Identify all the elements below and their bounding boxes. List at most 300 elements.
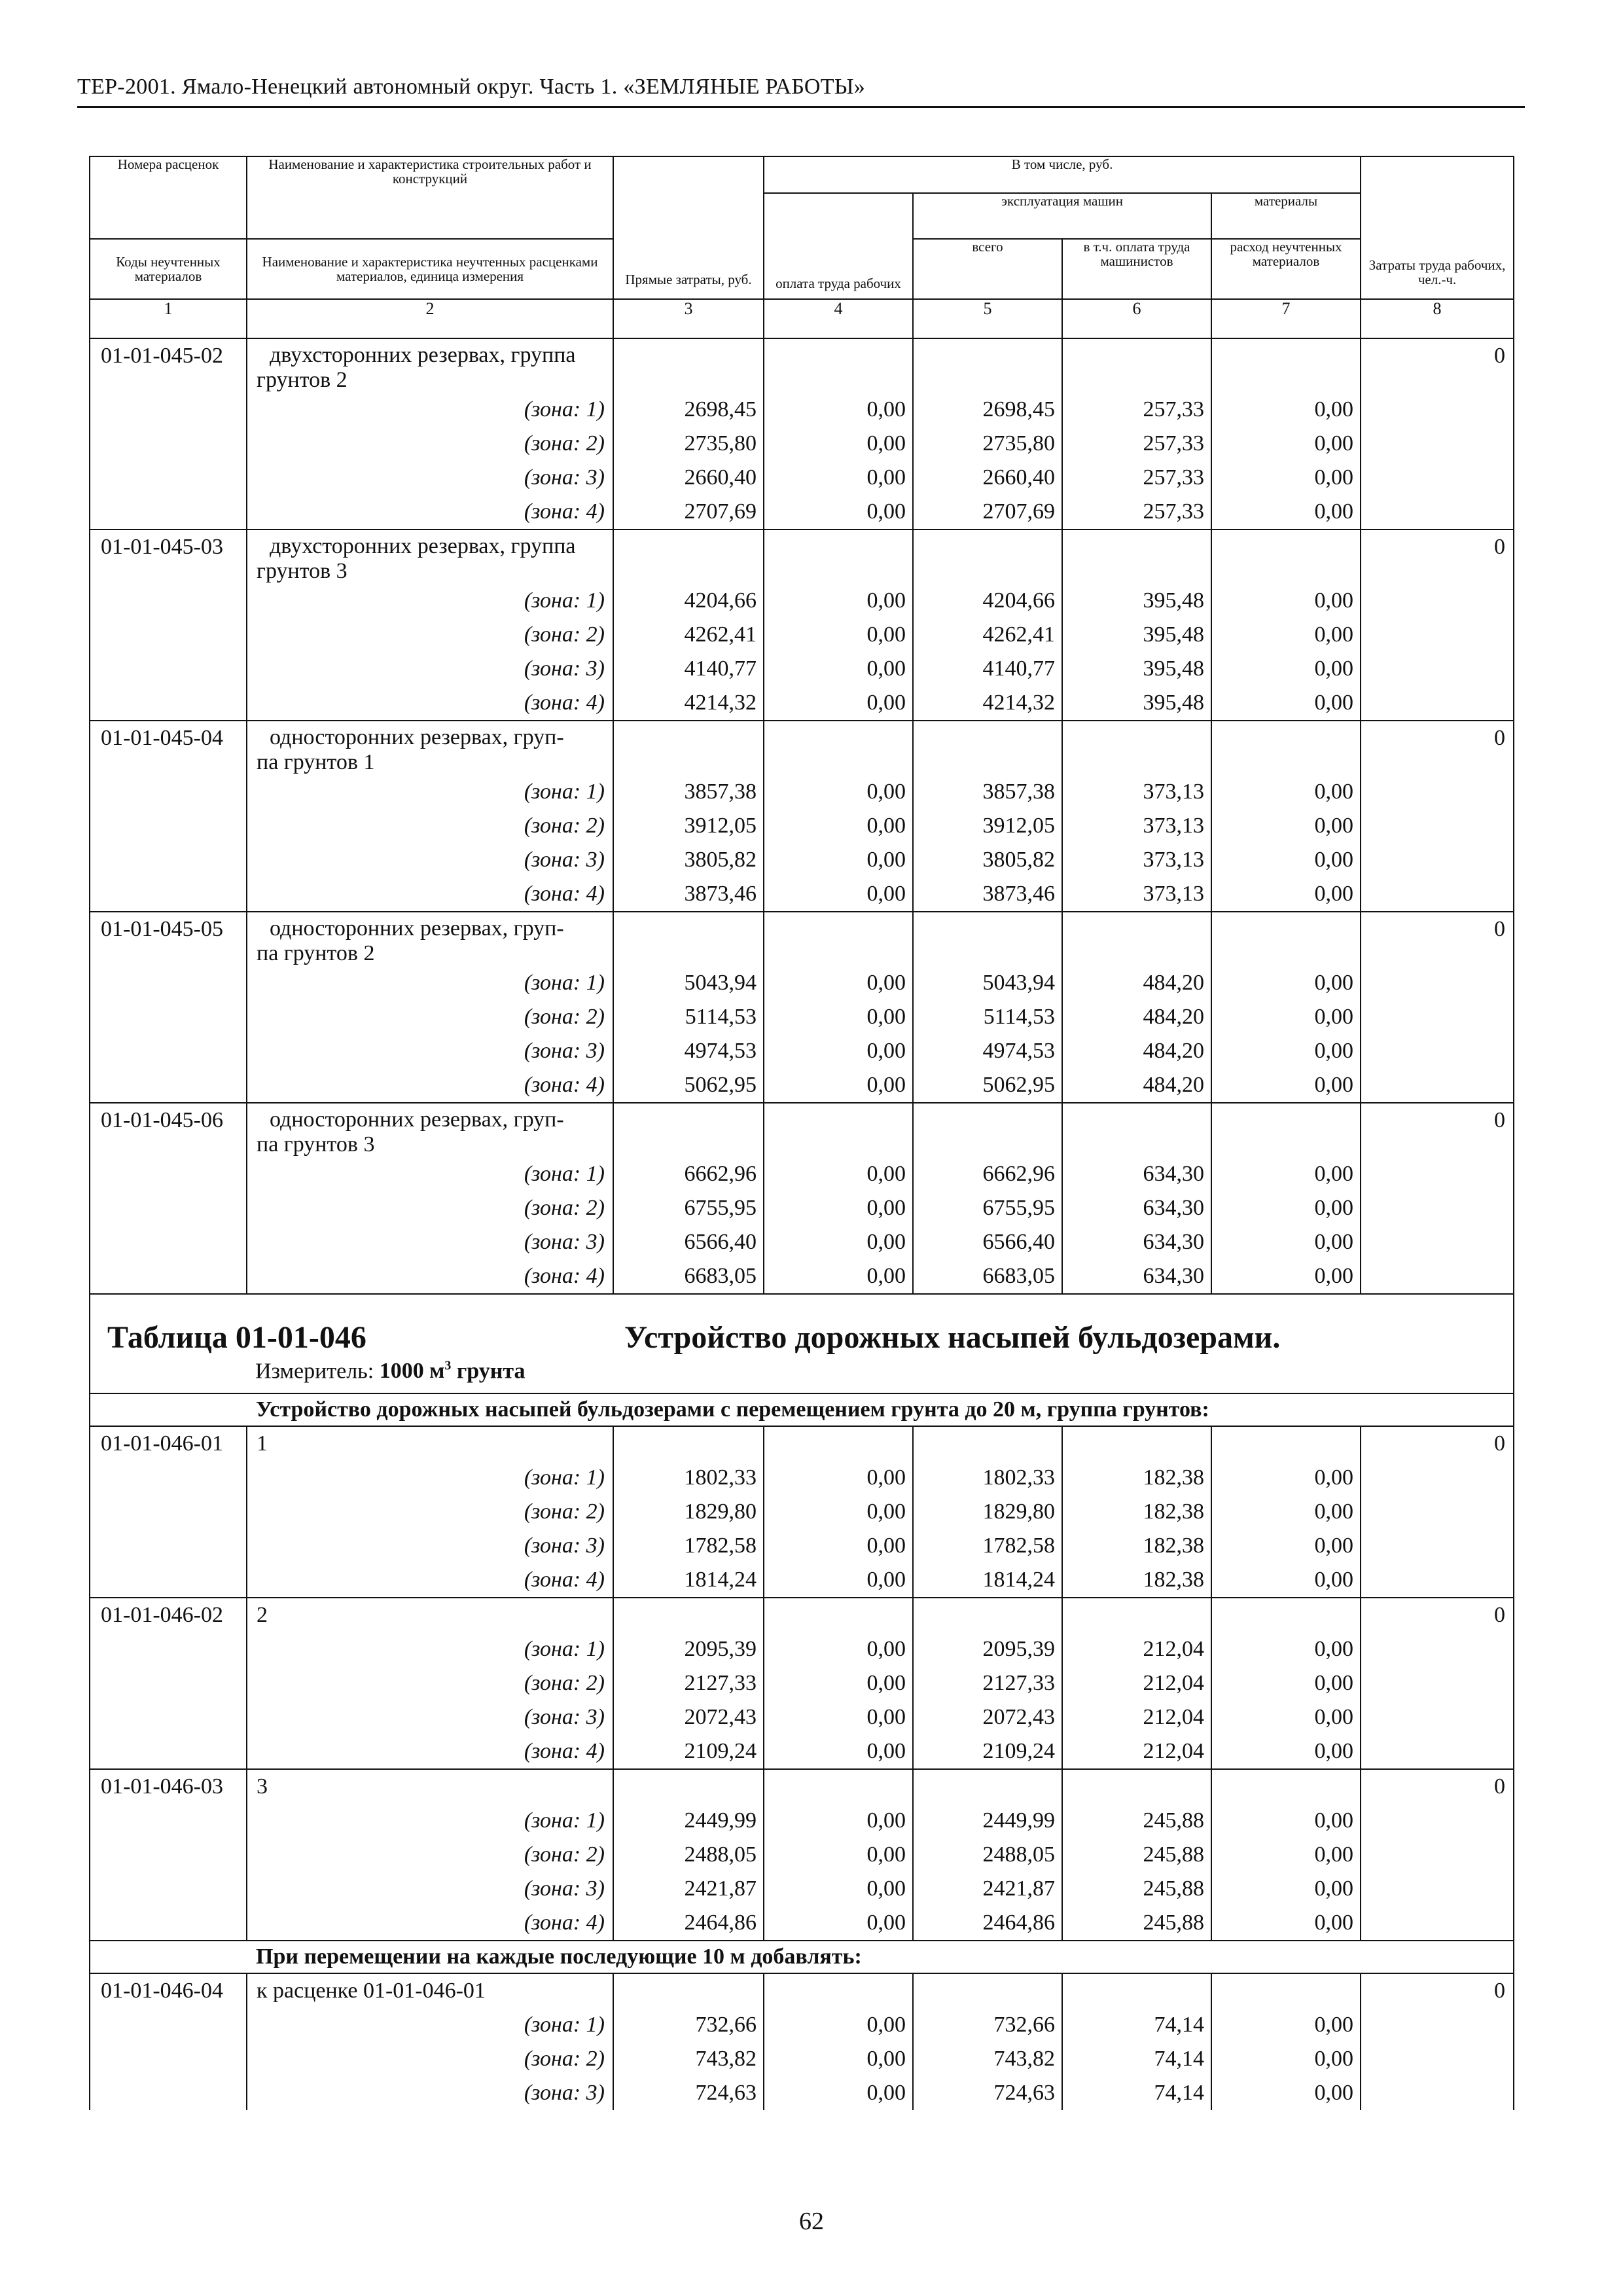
direct-costs: 2109,24	[613, 1734, 764, 1769]
materials-cost: 0,00	[1211, 1000, 1361, 1034]
empty-cell	[1361, 461, 1514, 495]
direct-costs: 2449,99	[613, 1804, 764, 1838]
rate-description-line2: грунтов 3	[257, 559, 348, 583]
worker-wages: 0,00	[764, 966, 913, 1000]
empty-cell	[1361, 652, 1514, 686]
rate-code: 01-01-046-01	[90, 1426, 247, 1598]
empty-cell	[1361, 1191, 1514, 1225]
zone-label: (зона: 4)	[247, 686, 613, 721]
header-col4: оплата труда рабочих	[764, 193, 913, 299]
rate-description-line2: грунтов 2	[257, 368, 348, 392]
worker-wages: 0,00	[764, 1872, 913, 1906]
zone-label: (зона: 3)	[247, 1529, 613, 1563]
zone-row	[90, 618, 1514, 652]
materials-cost: 0,00	[1211, 1632, 1361, 1666]
rate-description-line1: односторонних резервах, груп-	[270, 1107, 564, 1132]
operator-wages: 182,38	[1062, 1495, 1211, 1529]
machines-total: 732,66	[913, 2008, 1062, 2042]
rate-row	[90, 1598, 1514, 1632]
machines-total: 743,82	[913, 2042, 1062, 2076]
worker-wages: 0,00	[764, 1495, 913, 1529]
rate-description	[247, 1103, 613, 1157]
zone-label: (зона: 3)	[247, 843, 613, 877]
col-number-5: 5	[913, 299, 1062, 338]
operator-wages: 182,38	[1062, 1563, 1211, 1598]
rate-description-line2: па грунтов 2	[257, 941, 375, 965]
labor-cost: 0	[1361, 338, 1514, 393]
zone-label: (зона: 3)	[247, 1034, 613, 1068]
direct-costs: 4262,41	[613, 618, 764, 652]
zone-label: (зона: 2)	[247, 809, 613, 843]
direct-costs: 2488,05	[613, 1838, 764, 1872]
operator-wages: 395,48	[1062, 652, 1211, 686]
materials-cost: 0,00	[1211, 1563, 1361, 1598]
zone-label: (зона: 2)	[247, 1666, 613, 1700]
empty-cell	[1361, 1734, 1514, 1769]
header-col5: всего	[913, 239, 1062, 299]
materials-cost: 0,00	[1211, 427, 1361, 461]
empty-cell	[613, 1769, 764, 1804]
direct-costs: 1829,80	[613, 1495, 764, 1529]
materials-cost: 0,00	[1211, 877, 1361, 912]
empty-cell	[1361, 1666, 1514, 1700]
labor-cost: 0	[1361, 1598, 1514, 1632]
header-col2-top: Наименование и характеристика строительных работ и конструкций	[247, 156, 613, 239]
machines-total: 2464,86	[913, 1906, 1062, 1941]
table-title-block	[90, 1294, 1514, 1393]
zone-label: (зона: 1)	[247, 393, 613, 427]
operator-wages: 74,14	[1062, 2042, 1211, 2076]
rate-row	[90, 1426, 1514, 1461]
machines-total: 3912,05	[913, 809, 1062, 843]
zone-row	[90, 966, 1514, 1000]
rate-description: к расценке 01-01-046-01	[247, 1973, 613, 2008]
materials-cost: 0,00	[1211, 686, 1361, 721]
direct-costs: 3857,38	[613, 775, 764, 809]
zone-row	[90, 393, 1514, 427]
zone-row	[90, 1529, 1514, 1563]
materials-cost: 0,00	[1211, 1068, 1361, 1103]
direct-costs: 743,82	[613, 2042, 764, 2076]
direct-costs: 2698,45	[613, 393, 764, 427]
rate-description: 1	[247, 1426, 613, 1461]
zone-row	[90, 1000, 1514, 1034]
operator-wages: 182,38	[1062, 1461, 1211, 1495]
materials-cost: 0,00	[1211, 1495, 1361, 1529]
empty-cell	[1361, 584, 1514, 618]
empty-cell	[1361, 1157, 1514, 1191]
zone-label: (зона: 3)	[247, 652, 613, 686]
worker-wages: 0,00	[764, 1906, 913, 1941]
zone-row	[90, 1157, 1514, 1191]
zone-label: (зона: 3)	[247, 461, 613, 495]
empty-cell	[913, 1426, 1062, 1461]
rate-description: 2	[247, 1598, 613, 1632]
section-subheading: Устройство дорожных насыпей бульдозерами с перемещением грунта до 20 м, группа грунтов:	[247, 1393, 1514, 1426]
machines-total: 5114,53	[913, 1000, 1062, 1034]
table-code: Таблица 01-01-046	[107, 1320, 366, 1355]
rate-code: 01-01-045-04	[90, 721, 247, 912]
machines-total: 3873,46	[913, 877, 1062, 912]
zone-label: (зона: 3)	[247, 2076, 613, 2110]
zone-label: (зона: 4)	[247, 1906, 613, 1941]
operator-wages: 634,30	[1062, 1191, 1211, 1225]
measure-label: Измеритель:	[255, 1359, 380, 1384]
materials-cost: 0,00	[1211, 2076, 1361, 2110]
operator-wages: 484,20	[1062, 1034, 1211, 1068]
empty-cell	[1062, 1973, 1211, 2008]
worker-wages: 0,00	[764, 1034, 913, 1068]
worker-wages: 0,00	[764, 1563, 913, 1598]
worker-wages: 0,00	[764, 1191, 913, 1225]
zone-row	[90, 2076, 1514, 2110]
direct-costs: 6662,96	[613, 1157, 764, 1191]
machines-total: 2127,33	[913, 1666, 1062, 1700]
operator-wages: 373,13	[1062, 809, 1211, 843]
rate-description	[247, 721, 613, 775]
worker-wages: 0,00	[764, 2042, 913, 2076]
zone-label: (зона: 3)	[247, 1872, 613, 1906]
empty-cell	[764, 1769, 913, 1804]
empty-cell	[1361, 809, 1514, 843]
worker-wages: 0,00	[764, 652, 913, 686]
empty-cell	[913, 1598, 1062, 1632]
worker-wages: 0,00	[764, 618, 913, 652]
direct-costs: 3805,82	[613, 843, 764, 877]
direct-costs: 5062,95	[613, 1068, 764, 1103]
operator-wages: 484,20	[1062, 966, 1211, 1000]
empty-cell	[1361, 1225, 1514, 1259]
direct-costs: 4204,66	[613, 584, 764, 618]
empty-cell	[764, 912, 913, 966]
empty-cell	[913, 529, 1062, 584]
operator-wages: 257,33	[1062, 495, 1211, 529]
zone-row	[90, 2008, 1514, 2042]
empty-cell	[1361, 1838, 1514, 1872]
rate-description-line1: двухсторонних резервах, группа	[270, 343, 576, 367]
direct-costs: 6566,40	[613, 1225, 764, 1259]
machines-total: 6662,96	[913, 1157, 1062, 1191]
materials-cost: 0,00	[1211, 1259, 1361, 1294]
empty-cell	[613, 1426, 764, 1461]
materials-cost: 0,00	[1211, 843, 1361, 877]
empty-cell	[1361, 1872, 1514, 1906]
materials-cost: 0,00	[1211, 1906, 1361, 1941]
zone-row	[90, 809, 1514, 843]
machines-total: 2109,24	[913, 1734, 1062, 1769]
zone-row	[90, 877, 1514, 912]
worker-wages: 0,00	[764, 1529, 913, 1563]
direct-costs: 1802,33	[613, 1461, 764, 1495]
direct-costs: 2127,33	[613, 1666, 764, 1700]
zone-row	[90, 1563, 1514, 1598]
labor-cost: 0	[1361, 1769, 1514, 1804]
worker-wages: 0,00	[764, 1734, 913, 1769]
direct-costs: 6683,05	[613, 1259, 764, 1294]
worker-wages: 0,00	[764, 1225, 913, 1259]
header-col3: Прямые затраты, руб.	[613, 156, 764, 299]
machines-total: 3857,38	[913, 775, 1062, 809]
col-number-3: 3	[613, 299, 764, 338]
machines-total: 5062,95	[913, 1068, 1062, 1103]
zone-row	[90, 2042, 1514, 2076]
rate-description-line1: односторонних резервах, груп-	[270, 916, 564, 941]
machines-total: 2072,43	[913, 1700, 1062, 1734]
col-number-1: 1	[90, 299, 247, 338]
header-materials: материалы	[1211, 193, 1361, 239]
zone-row	[90, 686, 1514, 721]
col-number-8: 8	[1361, 299, 1514, 338]
rate-description: 3	[247, 1769, 613, 1804]
empty-cell	[1361, 1529, 1514, 1563]
materials-cost: 0,00	[1211, 1191, 1361, 1225]
zone-row	[90, 1495, 1514, 1529]
materials-cost: 0,00	[1211, 495, 1361, 529]
materials-cost: 0,00	[1211, 1034, 1361, 1068]
zone-row	[90, 1906, 1514, 1941]
empty-cell	[1062, 721, 1211, 775]
materials-cost: 0,00	[1211, 1734, 1361, 1769]
header-col8: Затраты труда рабочих, чел.-ч.	[1361, 156, 1514, 299]
section-subheading-increment-spacer	[90, 1941, 247, 1973]
empty-cell	[613, 721, 764, 775]
operator-wages: 373,13	[1062, 775, 1211, 809]
empty-cell	[1361, 966, 1514, 1000]
materials-cost: 0,00	[1211, 966, 1361, 1000]
operator-wages: 74,14	[1062, 2008, 1211, 2042]
zone-label: (зона: 4)	[247, 1068, 613, 1103]
operator-wages: 212,04	[1062, 1734, 1211, 1769]
direct-costs: 1814,24	[613, 1563, 764, 1598]
zone-row	[90, 1632, 1514, 1666]
machines-total: 6755,95	[913, 1191, 1062, 1225]
zone-row	[90, 1259, 1514, 1294]
section-subheading-spacer	[90, 1393, 247, 1426]
header-col2-bottom: Наименование и характеристика неучтенных расценками материалов, единица измерения	[247, 239, 613, 299]
page-header: ТЕР-2001. Ямало-Ненецкий автономный округ. Часть 1. «ЗЕМЛЯНЫЕ РАБОТЫ»	[77, 75, 866, 99]
zone-row	[90, 461, 1514, 495]
machines-total: 4974,53	[913, 1034, 1062, 1068]
zone-label: (зона: 1)	[247, 1804, 613, 1838]
zone-label: (зона: 2)	[247, 1000, 613, 1034]
materials-cost: 0,00	[1211, 393, 1361, 427]
empty-cell	[1361, 1906, 1514, 1941]
materials-cost: 0,00	[1211, 775, 1361, 809]
zone-row	[90, 1191, 1514, 1225]
empty-cell	[1211, 1103, 1361, 1157]
header-col7: расход неучтенных материалов	[1211, 239, 1361, 299]
empty-cell	[913, 1103, 1062, 1157]
worker-wages: 0,00	[764, 1666, 913, 1700]
empty-cell	[1361, 2008, 1514, 2042]
machines-total: 2735,80	[913, 427, 1062, 461]
zone-label: (зона: 1)	[247, 775, 613, 809]
empty-cell	[613, 1973, 764, 2008]
measure-tail: грунта	[451, 1359, 526, 1384]
materials-cost: 0,00	[1211, 1838, 1361, 1872]
empty-cell	[1062, 529, 1211, 584]
zone-row	[90, 584, 1514, 618]
zone-row	[90, 1700, 1514, 1734]
zone-row	[90, 1734, 1514, 1769]
direct-costs: 1782,58	[613, 1529, 764, 1563]
empty-cell	[1211, 721, 1361, 775]
machines-total: 2095,39	[913, 1632, 1062, 1666]
materials-cost: 0,00	[1211, 1872, 1361, 1906]
machines-total: 4262,41	[913, 618, 1062, 652]
worker-wages: 0,00	[764, 461, 913, 495]
header-incl: В том числе, руб.	[764, 156, 1361, 193]
empty-cell	[913, 912, 1062, 966]
machines-total: 2698,45	[913, 393, 1062, 427]
empty-cell	[1361, 1804, 1514, 1838]
operator-wages: 634,30	[1062, 1157, 1211, 1191]
zone-label: (зона: 2)	[247, 427, 613, 461]
zone-label: (зона: 4)	[247, 495, 613, 529]
empty-cell	[1062, 1426, 1211, 1461]
zone-label: (зона: 4)	[247, 1734, 613, 1769]
machines-total: 4214,32	[913, 686, 1062, 721]
empty-cell	[1361, 1632, 1514, 1666]
operator-wages: 257,33	[1062, 427, 1211, 461]
header-col1-bottom: Коды неучтенных материалов	[90, 239, 247, 299]
materials-cost: 0,00	[1211, 584, 1361, 618]
rate-description	[247, 912, 613, 966]
zone-label: (зона: 4)	[247, 1563, 613, 1598]
rate-row	[90, 338, 1514, 393]
empty-cell	[764, 529, 913, 584]
materials-cost: 0,00	[1211, 2042, 1361, 2076]
header-col1-top: Номера расценок	[90, 156, 247, 239]
empty-cell	[764, 1426, 913, 1461]
materials-cost: 0,00	[1211, 1157, 1361, 1191]
direct-costs: 724,63	[613, 2076, 764, 2110]
empty-cell	[1211, 1426, 1361, 1461]
worker-wages: 0,00	[764, 809, 913, 843]
machines-total: 4204,66	[913, 584, 1062, 618]
materials-cost: 0,00	[1211, 1666, 1361, 1700]
materials-cost: 0,00	[1211, 2008, 1361, 2042]
zone-label: (зона: 2)	[247, 2042, 613, 2076]
materials-cost: 0,00	[1211, 809, 1361, 843]
empty-cell	[1361, 2042, 1514, 2076]
empty-cell	[913, 1769, 1062, 1804]
col-number-4: 4	[764, 299, 913, 338]
empty-cell	[764, 721, 913, 775]
operator-wages: 257,33	[1062, 393, 1211, 427]
header-machines: эксплуатация машин	[913, 193, 1211, 239]
header-col6: в т.ч. оплата труда машинистов	[1062, 239, 1211, 299]
zone-row	[90, 1838, 1514, 1872]
empty-cell	[1361, 686, 1514, 721]
empty-cell	[613, 1598, 764, 1632]
operator-wages: 257,33	[1062, 461, 1211, 495]
worker-wages: 0,00	[764, 1157, 913, 1191]
materials-cost: 0,00	[1211, 652, 1361, 686]
machines-total: 1782,58	[913, 1529, 1062, 1563]
labor-cost: 0	[1361, 721, 1514, 775]
empty-cell	[1361, 877, 1514, 912]
materials-cost: 0,00	[1211, 1529, 1361, 1563]
empty-cell	[1361, 1000, 1514, 1034]
operator-wages: 395,48	[1062, 686, 1211, 721]
operator-wages: 373,13	[1062, 843, 1211, 877]
operator-wages: 245,88	[1062, 1872, 1211, 1906]
zone-row	[90, 1068, 1514, 1103]
empty-cell	[613, 338, 764, 393]
operator-wages: 634,30	[1062, 1259, 1211, 1294]
direct-costs: 2421,87	[613, 1872, 764, 1906]
worker-wages: 0,00	[764, 427, 913, 461]
zone-row	[90, 652, 1514, 686]
labor-cost: 0	[1361, 912, 1514, 966]
operator-wages: 484,20	[1062, 1000, 1211, 1034]
col-number-2: 2	[247, 299, 613, 338]
materials-cost: 0,00	[1211, 1225, 1361, 1259]
operator-wages: 212,04	[1062, 1700, 1211, 1734]
direct-costs: 3912,05	[613, 809, 764, 843]
direct-costs: 2707,69	[613, 495, 764, 529]
worker-wages: 0,00	[764, 1000, 913, 1034]
rate-code: 01-01-046-04	[90, 1973, 247, 2110]
rate-code: 01-01-045-02	[90, 338, 247, 529]
empty-cell	[913, 1973, 1062, 2008]
direct-costs: 4140,77	[613, 652, 764, 686]
labor-cost: 0	[1361, 1103, 1514, 1157]
labor-cost: 0	[1361, 1973, 1514, 2008]
operator-wages: 245,88	[1062, 1838, 1211, 1872]
empty-cell	[1211, 912, 1361, 966]
operator-wages: 484,20	[1062, 1068, 1211, 1103]
empty-cell	[764, 1973, 913, 2008]
empty-cell	[1211, 1973, 1361, 2008]
worker-wages: 0,00	[764, 877, 913, 912]
direct-costs: 2660,40	[613, 461, 764, 495]
rate-description-line1: односторонних резервах, груп-	[270, 725, 564, 749]
empty-cell	[1361, 1563, 1514, 1598]
empty-cell	[1361, 843, 1514, 877]
zone-row	[90, 427, 1514, 461]
empty-cell	[913, 721, 1062, 775]
empty-cell	[1361, 1034, 1514, 1068]
machines-total: 3805,82	[913, 843, 1062, 877]
zone-row	[90, 495, 1514, 529]
zone-label: (зона: 4)	[247, 877, 613, 912]
materials-cost: 0,00	[1211, 618, 1361, 652]
zone-label: (зона: 3)	[247, 1700, 613, 1734]
worker-wages: 0,00	[764, 1068, 913, 1103]
rate-code: 01-01-046-02	[90, 1598, 247, 1769]
rates-table	[89, 156, 1514, 2110]
empty-cell	[613, 912, 764, 966]
rate-description-line2: па грунтов 1	[257, 750, 375, 774]
zone-row	[90, 1872, 1514, 1906]
rate-description-line2: па грунтов 3	[257, 1132, 375, 1157]
rate-description	[247, 529, 613, 584]
empty-cell	[1062, 1598, 1211, 1632]
empty-cell	[913, 338, 1062, 393]
materials-cost: 0,00	[1211, 1700, 1361, 1734]
zone-row	[90, 1461, 1514, 1495]
direct-costs: 2095,39	[613, 1632, 764, 1666]
page-number: 62	[799, 2208, 824, 2235]
materials-cost: 0,00	[1211, 1804, 1361, 1838]
col-number-7: 7	[1211, 299, 1361, 338]
operator-wages: 634,30	[1062, 1225, 1211, 1259]
worker-wages: 0,00	[764, 1632, 913, 1666]
machines-total: 2449,99	[913, 1804, 1062, 1838]
zone-row	[90, 1804, 1514, 1838]
